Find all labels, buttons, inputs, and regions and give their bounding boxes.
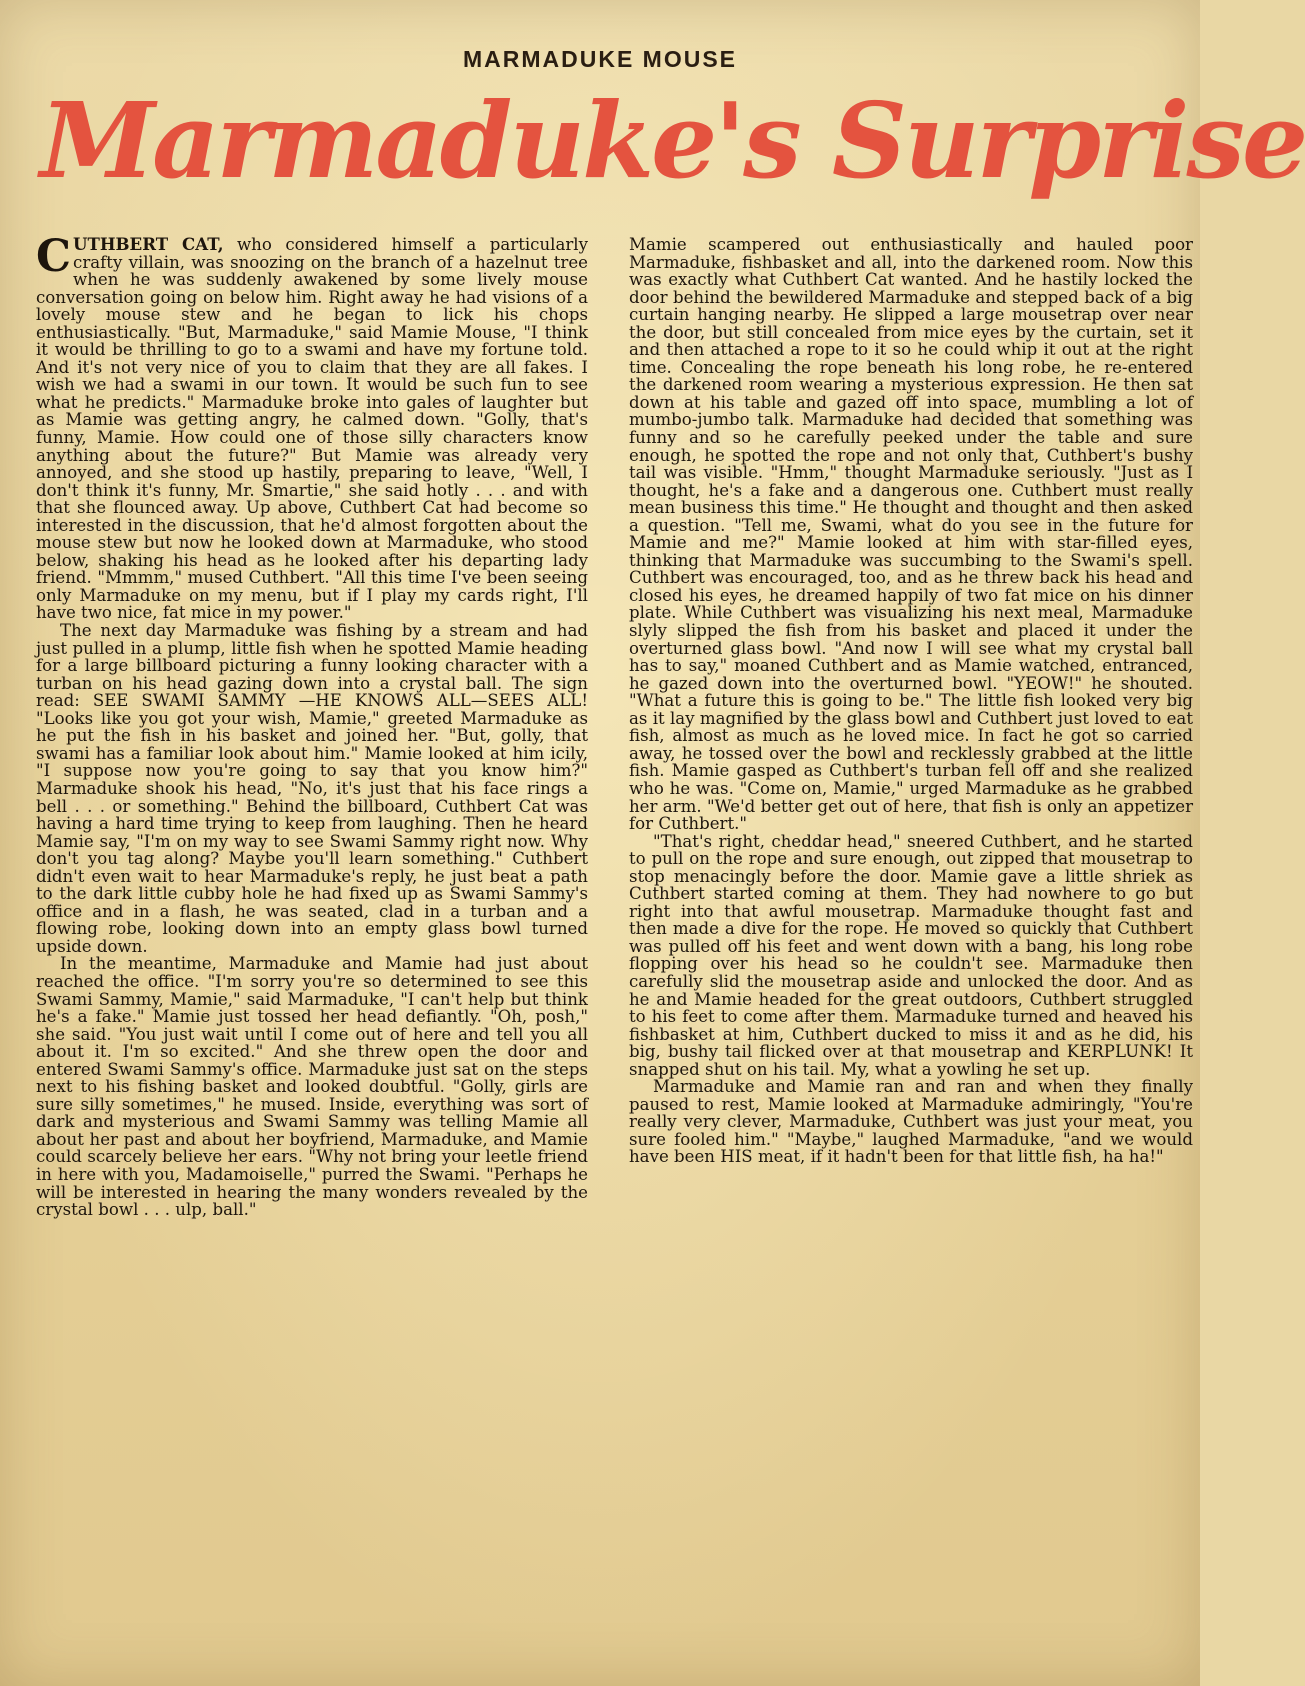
lead-in: UTHBERT CAT, [73,234,224,254]
paragraph [36,231,588,623]
paragraph: Mamie scampered out enthusiastically and hauled poor Marmaduke, fishbasket and all, into the darkened room. Now this was exactly what Cuthbert Cat wanted. And he hastily locked the door behind the bewildered Marmaduke and stepped back of a big curtain hanging nearby. He slipped a large mousetrap over near the door, but still concealed from mice eyes by the curtain, set it and then attached a rope to it so he could whip it out at the right time. Concealing the rope beneath his long robe, he re-entered the darkened room wearing a mysterious expression. He then sat down at his table and gazed off into space, mumbling a lot of mumbo-jumbo talk. Marmaduke had decided that something was funny and so he carefully peeked under the table and sure enough, he spotted the rope and not only that, Cuthbert's bushy tail was visible. "Hmm," thought Marmaduke seriously. "Just as I thought, he's a fake and a dangerous one. Cuthbert must really mean business this time." He thought and thought and then asked a question. "Tell me, Swami, what do you see in the future for Mamie and me?" Mamie looked at him with star-filled eyes, thinking that Marmaduke was succumbing to the Swami's spell. Cuthbert was encouraged, too, and as he threw back his head and closed his eyes, he dreamed happily of two fat mice on his dinner plate. While Cuthbert was visualizing his next meal, Marmaduke slyly slipped the fish from his basket and placed it under the overturned glass bowl. "And now I will see what my crystal ball has to say," moaned Cuthbert and as Mamie watched, entranced, he gazed down into the overturned bowl. "YEOW!" he shouted. "What a future this is going to be." The little fish looked very big as it lay magnified by the glass bowl and Cuthbert just loved to eat fish, almost as much as he loved mice. In fact he got so carried away, he tossed over the bowl and recklessly grabbed at the little fish. Mamie gasped as Cuthbert's turban fell off and she realized who he was. "Come on, Mamie," urged Marmaduke as he grabbed her arm. "We'd better get out of here, that fish is only an appetizer for Cuthbert." [629,235,1193,834]
text-column-left [36,231,588,1666]
paragraph-text: who considered himself a particularly crafty villain, was snoozing on the branch of a hazelnut tree when he was suddenly awakened by some lively mouse conversation going on below him. Right away he had visions of a lovely mouse stew and he began to lick his chops enthusiastically. "But, Marmaduke," said Mamie Mouse, "I think it would be thrilling to go to a swami and have my fortune told. And it's not very nice of you to claim that they are all fakes. I wish we had a swami in our town. It would be such fun to see what he predicts." Marmaduke broke into gales of laughter but as Mamie was getting angry, he calmed down. "Golly, that's funny, Mamie. How could one of those silly characters know anything about the future?" But Mamie was already very annoyed, and she stood up hastily, preparing to leave, "Well, I don't think it's funny, Mr. Smartie," she said hotly . . . and with that she flounced away. Up above, Cuthbert Cat had become so interested in the discussion, that he'd almost forgotten about the mouse stew but now he looked down at Marmaduke, who stood below, shaking his head as he looked after his departing lady friend. "Mmmm," mused Cuthbert. "All this time I've been seeing only Marmaduke on my menu, but if I play my cards right, I'll have two nice, fat mice in my power." [36,235,588,623]
paragraph: Marmaduke and Mamie ran and ran and when they finally paused to rest, Mamie looked at Marmaduke admiringly, "You're really very clever, Marmaduke, Cuthbert was just your meat, you sure fooled him." "Maybe," laughed Marmaduke, "and we would have been HIS meat, if it hadn't been for that little fish, ha ha!" [629,1077,1193,1167]
text-column-right [629,236,1193,1656]
paragraph: "That's right, cheddar head," sneered Cuthbert, and he started to pull on the rope and sure enough, out zipped that mousetrap to stop menacingly before the door. Mamie gave a little shriek as Cuthbert started coming at them. They had nowhere to go but right into that awful mousetrap. Marmaduke thought fast and then made a dive for the rope. He moved so quickly that Cuthbert was pulled off his feet and went down with a bang, his long robe flopping over his head so he couldn't see. Marmaduke then carefully slid the mousetrap aside and unlocked the door. And as he and Mamie headed for the great outdoors, Cuthbert struggled to his feet to come after them. Marmaduke turned and heaved his fishbasket at him, Cuthbert ducked to miss it and as he did, his big, bushy tail flicked over at that mousetrap and KERPLUNK! It snapped shut on his tail. My, what a yowling he set up. [629,831,1193,1079]
paragraph: The next day Marmaduke was fishing by a stream and had just pulled in a plump, little fish when he spotted Mamie heading for a large billboard picturing a funny looking character with a turban on his head gazing down into a crystal ball. The sign read: SEE SWAMI SAMMY —HE KNOWS ALL—SEES ALL! "Looks like you got your wish, Mamie," greeted Marmaduke as he put the fish in his basket and joined her. "But, golly, that swami has a familiar look about him." Mamie looked at him icily, "I suppose now you're going to say that you know him?" Marmaduke shook his head, "No, it's just that his face rings a bell . . . or something." Behind the billboard, Cuthbert Cat was having a hard time trying to keep from laughing. Then he heard Mamie say, "I'm on my way to see Swami Sammy right now. Why don't you tag along? Maybe you'll learn something." Cuthbert didn't even wait to hear Marmaduke's reply, he just beat a path to the dark little cubby hole he had fixed up as Swami Sammy's office and in a flash, he was seated, clad in a turban and a flowing robe, looking down into an empty glass bowl turned upside down. [36,621,588,956]
paragraph: In the meantime, Marmaduke and Mamie had just about reached the office. "I'm sorry you're so determined to see this Swami Sammy, Mamie," said Marmaduke, "I can't help but think he's a fake." Mamie just tossed her head defiantly. "Oh, posh," she said. "You just wait until I come out of here and tell you all about it. I'm so excited." And she threw open the door and entered Swami Sammy's office. Marmaduke just sat on the steps next to his fishing basket and looked doubtful. "Golly, girls are sure silly sometimes," he mused. Inside, everything was sort of dark and mysterious and Swami Sammy was telling Mamie all about her past and about her boyfriend, Marmaduke, and Mamie could scarcely believe her ears. "Why not bring your leetle friend in here with you, Madamoiselle," purred the Swami. "Perhaps he will be interested in hearing the many wonders revealed by the crystal bowl . . . ulp, ball." [36,954,588,1220]
story-title: Marmaduke's Surprise [40,79,1305,202]
series-title: MARMADUKE MOUSE [462,46,738,72]
drop-cap: C [36,231,72,282]
